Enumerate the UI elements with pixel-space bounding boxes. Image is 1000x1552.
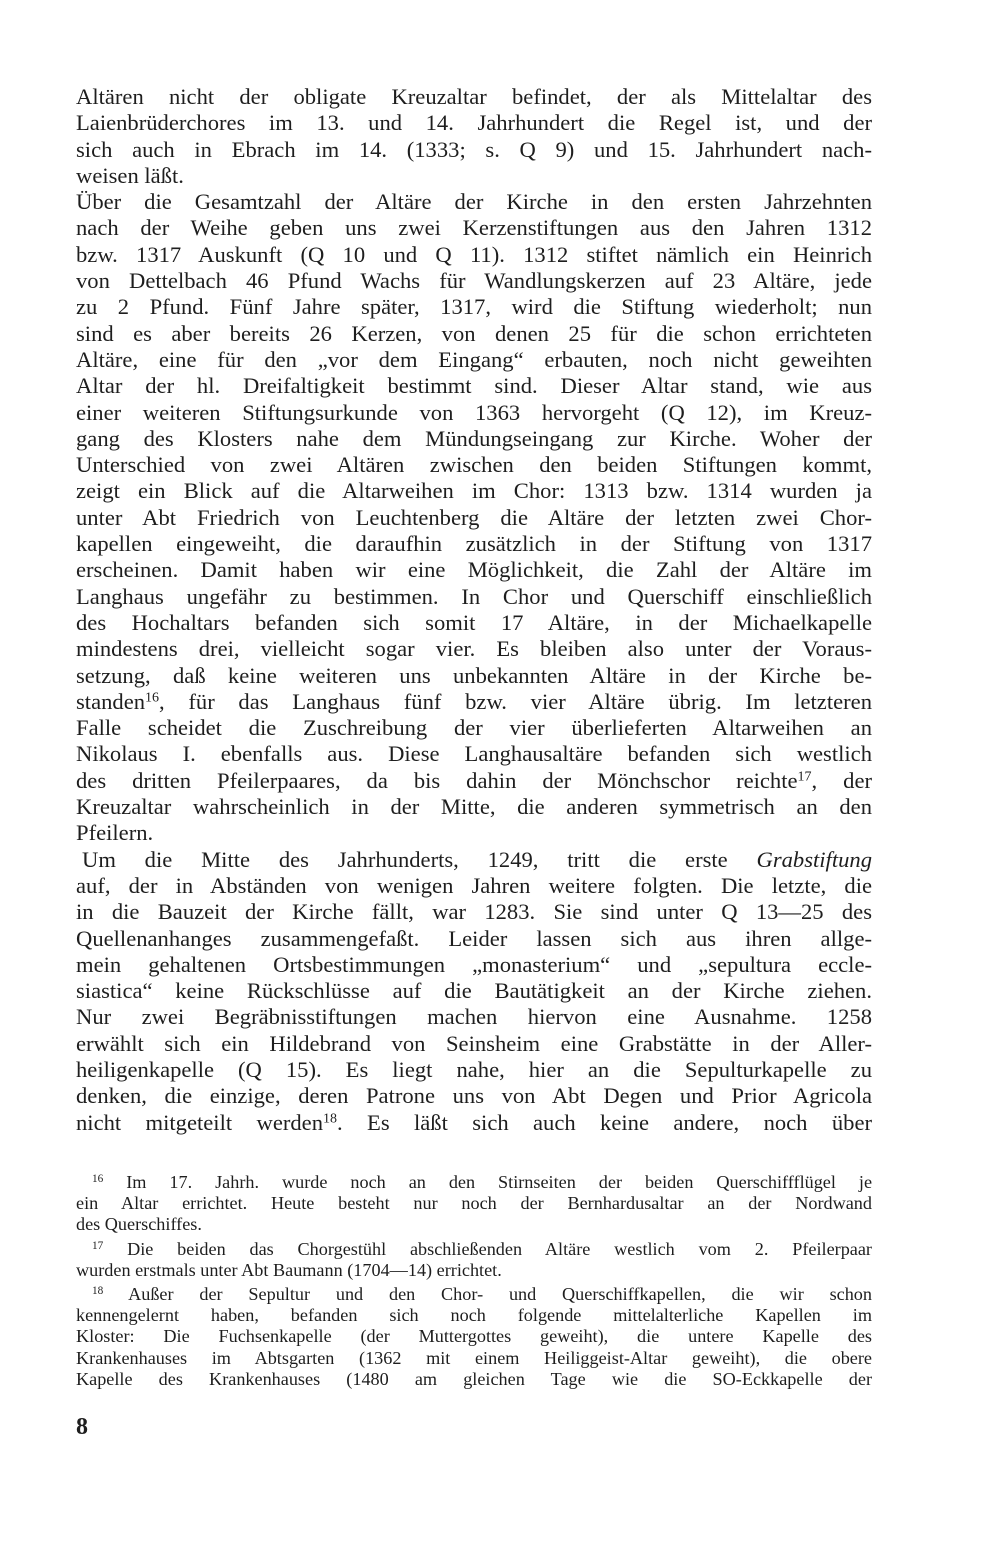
text-fragment: Um die Mitte des Jahrhunderts, 1249, tritt die erste [82, 846, 757, 872]
text-line: zeigt ein Blick auf die Altarweihen im Chor: 1313 bzw. 1314 wurden ja [76, 478, 872, 504]
footnote-ref: 18 [323, 1110, 338, 1126]
footnote-text: Im 17. Jahrh. wurde noch an den Stirnseiten der beiden Querschiffflügel je [126, 1172, 873, 1192]
text-line: des Hochaltars befanden sich somit 17 Altäre, in der Michaelkapelle [76, 609, 872, 635]
text-line: bzw. 1317 Auskunft (Q 10 und Q 11). 1312 stiftet nämlich ein Heinrich [76, 241, 872, 267]
text-fragment: standen [76, 688, 146, 714]
text-fragment: , der [811, 767, 872, 793]
footnote-18 [76, 1284, 872, 1390]
text-line: unter Abt Friedrich von Leuchtenberg die Altäre der letzten zwei Chor- [76, 504, 872, 530]
text-line: Altäre, eine für den „vor dem Eingang“ erbauten, noch nicht geweihten [76, 346, 872, 372]
footnote-line: wurden erstmals unter Abt Baumann (1704—14) errichtet. [76, 1259, 502, 1280]
text-line: kapellen eingeweiht, die daraufhin zusätzlich in der Stiftung von 1317 [76, 531, 872, 557]
text-line: Quellenanhanges zusammengefaßt. Leider lassen sich aus ihren allge- [76, 925, 872, 951]
text-line: Langhaus ungefähr zu bestimmen. In Chor und Querschiff einschließlich [76, 583, 872, 609]
page-number: 8 [76, 1414, 88, 1440]
footnote-ref: 16 [145, 690, 160, 706]
text-line [76, 768, 872, 794]
footnote-line [76, 1284, 872, 1305]
text-line: Über die Gesamtzahl der Altäre der Kirche in den ersten Jahrzehnten [76, 189, 872, 215]
text-line: Laienbrüderchores im 13. und 14. Jahrhundert die Regel ist, und der [76, 110, 872, 136]
footnote-16 [76, 1172, 872, 1236]
text-line [76, 689, 872, 715]
footnote-line: Kapelle des Krankenhauses (1480 am gleichen Tage wie die SO-Eckkapelle der [76, 1368, 872, 1389]
footnote-text: Die beiden das Chorgestühl abschließenden Altäre westlich vom 2. Pfeilerpaar [127, 1238, 872, 1259]
footnote-17 [76, 1239, 872, 1281]
text-line: Kreuzaltar wahrscheinlich in der Mitte, die anderen symmetrisch an den [76, 794, 872, 820]
text-line: von Dettelbach 46 Pfund Wachs für Wandlungskerzen auf 23 Altäre, jede [76, 268, 872, 294]
text-line: sich auch in Ebrach im 14. (1333; s. Q 9) und 15. Jahrhundert nach- [76, 136, 872, 162]
footnote-line: ein Altar errichtet. Heute besteht nur noch der Bernhardusaltar an der Nordwand [76, 1193, 872, 1214]
emphasis-term: Grabstiftung [756, 846, 872, 872]
text-line: erwählt sich ein Hildebrand von Seinsheim eine Grabstätte in der Aller- [76, 1030, 872, 1056]
text-line: auf, der in Abständen von wenigen Jahren weitere folgten. Die letzte, die [76, 872, 872, 898]
text-line [76, 1110, 872, 1136]
text-line: Unterschied von zwei Altären zwischen den beiden Stiftungen kommt, [76, 452, 872, 478]
text-fragment: nicht mitgeteilt werden [76, 1109, 324, 1135]
footnote-number: 17 [92, 1239, 104, 1252]
text-line: gang des Klosters nahe dem Mündungseingang zur Kirche. Woher der [76, 425, 872, 451]
footnote-line: Krankenhauses im Abtsgarten (1362 mit einem Heiliggeist-Altar geweiht), die obere [76, 1347, 872, 1368]
text-line: mindestens drei, vielleicht sogar vier. Es bleiben also unter der Voraus- [76, 636, 872, 662]
footnote-line: kennengelernt haben, befanden sich noch folgende mittelalterliche Kapellen im [76, 1305, 872, 1326]
text-fragment: . Es läßt sich auch keine andere, noch über [337, 1109, 873, 1135]
text-line: denken, die einzige, deren Patrone uns von Abt Degen und Prior Agricola [76, 1083, 872, 1109]
text-line: sind es aber bereits 26 Kerzen, von denen 25 für die schon errichteten [76, 320, 872, 346]
text-fragment: , für das Langhaus fünf bzw. vier Altäre übrig. Im letzteren [159, 688, 872, 714]
footnote-number: 18 [92, 1284, 104, 1297]
text-fragment: des dritten Pfeilerpaares, da bis dahin der Mönchschor reichte [76, 767, 798, 793]
footnotes [76, 1172, 872, 1393]
footnote-text: Außer der Sepultur und den Chor- und Querschiffkapellen, die wir schon [128, 1283, 872, 1304]
main-text-column [76, 84, 872, 1136]
footnote-line: des Querschiffes. [76, 1214, 202, 1235]
text-line: erscheinen. Damit haben wir eine Möglichkeit, die Zahl der Altäre im [76, 557, 872, 583]
footnote-line [76, 1172, 872, 1193]
text-line: Altar der hl. Dreifaltigkeit bestimmt sind. Dieser Altar stand, wie aus [76, 373, 872, 399]
text-line: heiligenkapelle (Q 15). Es liegt nahe, hier an die Sepulturkapelle zu [76, 1056, 872, 1082]
text-line: siastica“ keine Rückschlüsse auf die Bautätigkeit an der Kirche ziehen. [76, 978, 872, 1004]
footnote-ref: 17 [797, 769, 812, 785]
footnote-line [76, 1239, 872, 1260]
text-line: in die Bauzeit der Kirche fällt, war 1283. Sie sind unter Q 13—25 des [76, 899, 872, 925]
text-line: nach der Weihe geben uns zwei Kerzenstiftungen aus den Jahren 1312 [76, 215, 872, 241]
text-line: mein gehaltenen Ortsbestimmungen „monasterium“ und „sepultura eccle- [76, 951, 872, 977]
text-line: Nikolaus I. ebenfalls aus. Diese Langhausaltäre befanden sich westlich [76, 741, 872, 767]
text-line: weisen läßt. [76, 162, 184, 188]
text-line: Altären nicht der obligate Kreuzaltar befindet, der als Mittelaltar des [76, 84, 872, 109]
text-line: Falle scheidet die Zuschreibung der vier überlieferten Altarweihen an [76, 715, 872, 741]
text-line: setzung, daß keine weiteren uns unbekannten Altäre in der Kirche be- [76, 662, 872, 688]
text-line: Pfeilern. [76, 820, 154, 846]
text-line: zu 2 Pfund. Fünf Jahre später, 1317, wird die Stiftung wiederholt; nun [76, 294, 872, 320]
footnote-line: Kloster: Die Fuchsenkapelle (der Muttergottes geweiht), die untere Kapelle des [76, 1326, 872, 1347]
text-line: einer weiteren Stiftungsurkunde von 1363 hervorgeht (Q 12), im Kreuz- [76, 399, 872, 425]
text-line [76, 847, 872, 873]
footnote-number: 16 [92, 1172, 104, 1185]
body-text [76, 84, 872, 1136]
text-line: Nur zwei Begräbnisstiftungen machen hiervon eine Ausnahme. 1258 [76, 1004, 872, 1030]
